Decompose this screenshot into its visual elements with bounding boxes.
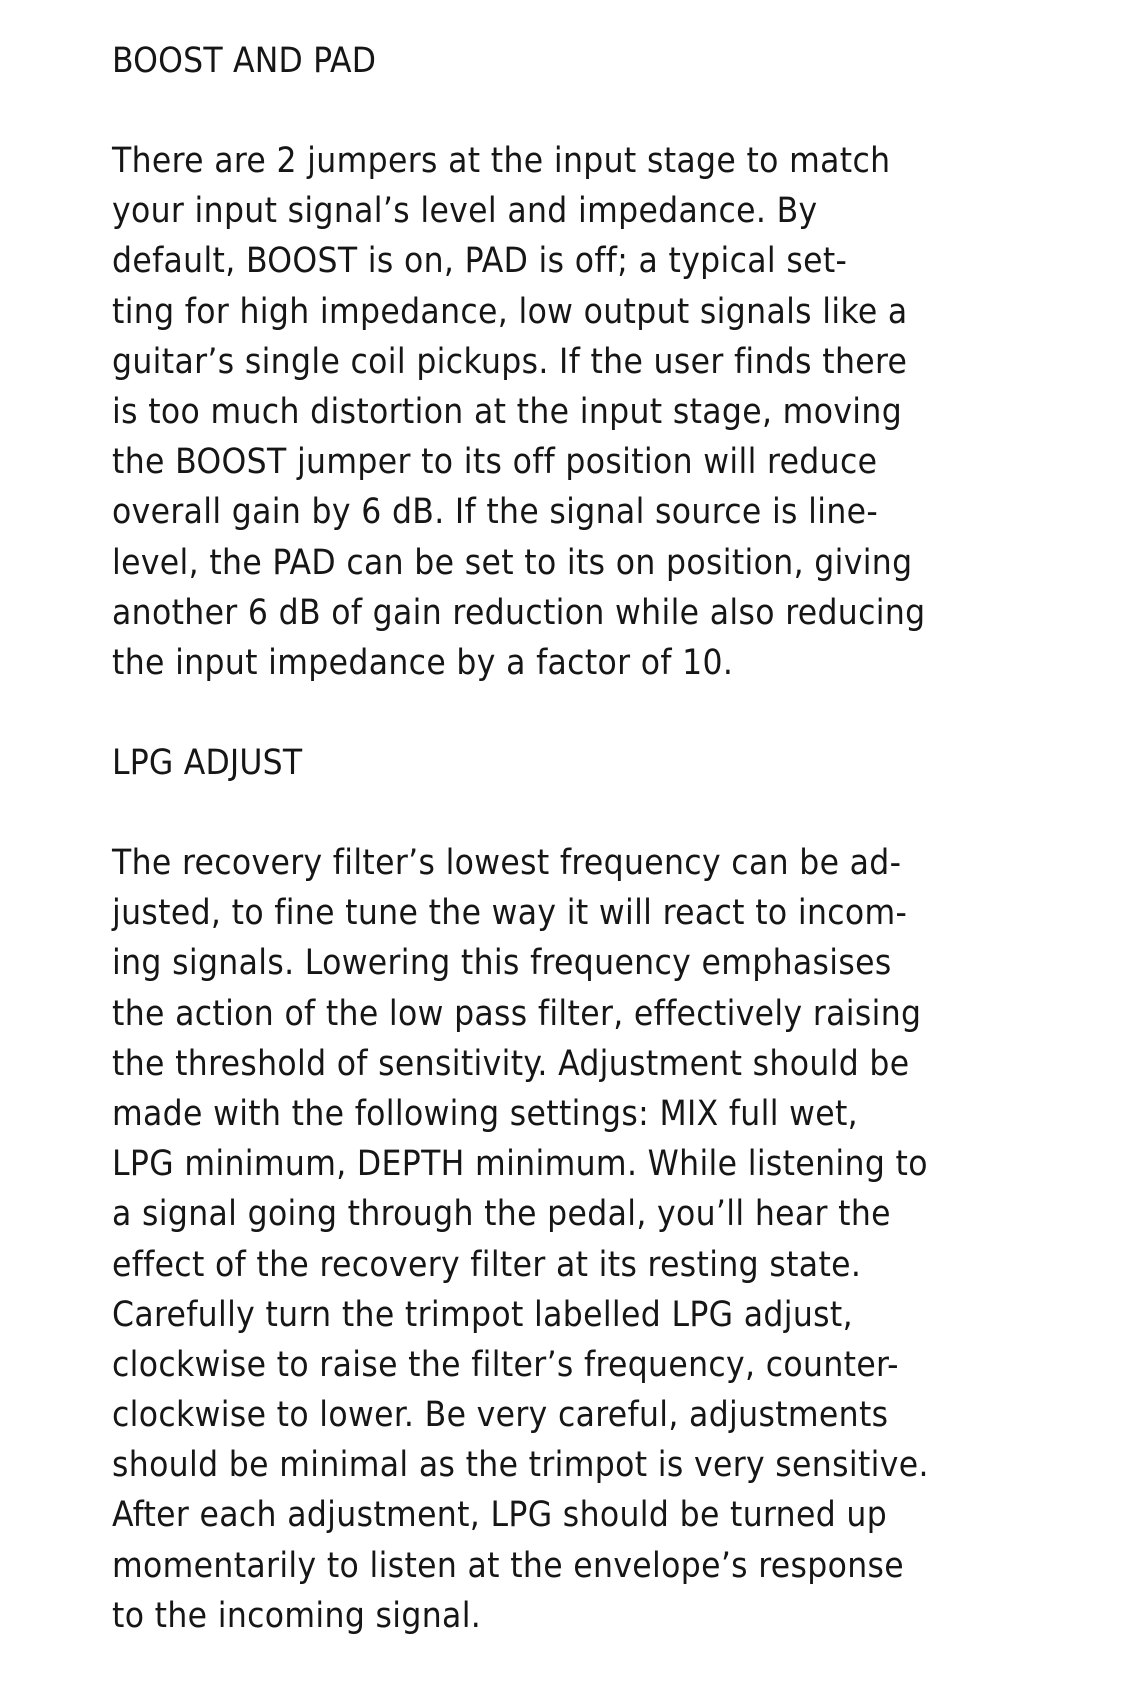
text-line: effect of the recovery filter at its resting state. <box>112 1244 862 1285</box>
text-line: overall gain by 6 dB. If the signal source is line- <box>112 492 879 533</box>
text-line: clockwise to raise the filter’s frequency, counter- <box>112 1344 899 1385</box>
text-line: After each adjustment, LPG should be turned up <box>112 1495 888 1536</box>
text-line: ing signals. Lowering this frequency emphasises <box>112 943 892 984</box>
text-line: to the incoming signal. <box>112 1595 482 1636</box>
text-line: is too much distortion at the input stage, moving <box>112 391 903 432</box>
text-line: The recovery filter’s lowest frequency can be ad- <box>112 843 902 883</box>
text-line: momentarily to listen at the envelope’s response <box>112 1545 905 1586</box>
text-line: the threshold of sensitivity. Adjustment should be <box>112 1043 910 1084</box>
text-line: another 6 dB of gain reduction while also reducing <box>112 592 926 633</box>
text-line: ting for high impedance, low output signals like a <box>112 291 908 332</box>
text-line: the input impedance by a factor of 10. <box>112 642 734 683</box>
text-line: should be minimal as the trimpot is very sensitive. <box>112 1445 929 1486</box>
text-line: the BOOST jumper to its off position will reduce <box>112 442 878 483</box>
text-line: default, BOOST is on, PAD is off; a typical set- <box>112 241 848 282</box>
text-line: a signal going through the pedal, you’ll hear the <box>112 1194 891 1235</box>
text-line: your input signal’s level and impedance. By <box>112 191 818 232</box>
text-line: clockwise to lower. Be very careful, adjustments <box>112 1395 889 1436</box>
section-heading-boost-and-pad: BOOST AND PAD <box>112 41 377 81</box>
boost-and-pad-paragraph <box>112 136 1002 688</box>
text-line: LPG minimum, DEPTH minimum. While listening to <box>112 1144 928 1185</box>
text-line: Carefully turn the trimpot labelled LPG adjust, <box>112 1294 853 1335</box>
section-heading-lpg-adjust: LPG ADJUST <box>112 743 303 783</box>
text-line: There are 2 jumpers at the input stage to match <box>112 141 891 181</box>
lpg-adjust-paragraph <box>112 838 1002 1641</box>
text-line: guitar’s single coil pickups. If the user finds there <box>112 341 908 382</box>
text-line: made with the following settings: MIX full wet, <box>112 1093 859 1134</box>
text-line: the action of the low pass filter, effectively raising <box>112 993 922 1034</box>
text-line: justed, to fine tune the way it will react to incom- <box>112 893 908 934</box>
text-line: level, the PAD can be set to its on position, giving <box>112 542 913 583</box>
